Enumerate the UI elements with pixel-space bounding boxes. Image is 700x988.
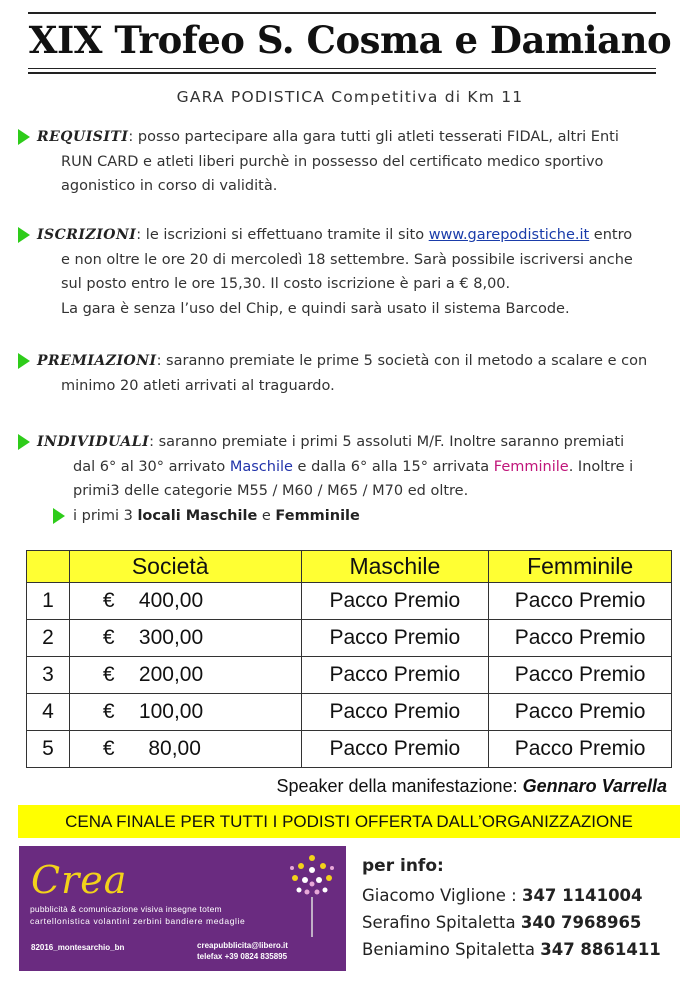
section-requisiti — [18, 125, 688, 199]
contact-phone: 347 1141004 — [521, 886, 643, 905]
locali-maschile-label: locali Maschile — [137, 507, 258, 524]
currency-symbol: € — [102, 737, 115, 760]
individuali-line-2-b: e dalla 6° alla 15° arrivata — [292, 458, 494, 475]
iscrizioni-line-4: La gara è senza l’uso del Chip, e quindi sarà usato il sistema Barcode. — [61, 300, 570, 317]
keyword-requisiti: REQUISITI — [37, 129, 129, 145]
femminile-cell: Pacco Premio — [489, 583, 672, 620]
table-row — [27, 583, 672, 620]
femminile-cell: Pacco Premio — [489, 731, 672, 768]
title-rule-lower — [28, 72, 656, 74]
crea-phone: telefax +39 0824 835895 — [197, 952, 288, 961]
currency-symbol: € — [102, 589, 115, 612]
website-link[interactable]: www.garepodistiche.it — [428, 227, 590, 243]
societa-prize-cell — [69, 620, 301, 657]
section-iscrizioni — [18, 223, 688, 321]
page-title: XIX Trofeo S. Cosma e Damiano — [28, 18, 672, 62]
crea-logo: Crea — [31, 858, 128, 902]
currency-symbol: € — [102, 626, 115, 649]
requisiti-line-1: : posso partecipare alla gara tutti gli atleti tesserati FIDAL, altri Enti — [128, 129, 619, 145]
tree-icon — [287, 852, 337, 937]
societa-prize-cell — [69, 694, 301, 731]
arrow-bullet-icon — [18, 129, 30, 145]
section-premiazioni — [18, 349, 688, 398]
prize-amount: 100,00 — [138, 700, 204, 723]
individuali-line-2-a: dal 6° al 30° arrivato — [73, 458, 230, 475]
iscrizioni-line-1-post: entro — [589, 227, 633, 243]
keyword-iscrizioni: ISCRIZIONI — [37, 227, 137, 243]
crea-ad-banner — [19, 846, 346, 971]
contact-row — [362, 909, 661, 936]
femminile-cell: Pacco Premio — [489, 657, 672, 694]
rank-cell: 3 — [27, 657, 70, 694]
individuali-line-4-a: i primi 3 — [73, 507, 138, 524]
crea-address: 82016_montesarchio_bn — [31, 943, 125, 952]
maschile-cell: Pacco Premio — [301, 620, 489, 657]
femminile-cell: Pacco Premio — [489, 694, 672, 731]
table-row — [27, 694, 672, 731]
crea-tagline-2: cartellonistica volantini zerbini bandiere medaglie — [30, 916, 246, 926]
contact-info — [362, 856, 661, 963]
maschile-cell: Pacco Premio — [301, 694, 489, 731]
requisiti-line-3: agonistico in corso di validità. — [61, 178, 278, 194]
iscrizioni-line-1-pre: : le iscrizioni si effettuano tramite il sito — [136, 227, 429, 243]
maschile-cell: Pacco Premio — [301, 657, 489, 694]
prize-amount: 200,00 — [138, 663, 204, 686]
femminile-cell: Pacco Premio — [489, 620, 672, 657]
subtitle: GARA PODISTICA Competitiva di Km 11 — [176, 88, 524, 106]
contact-name: Giacomo Viglione : — [362, 886, 522, 905]
crea-email: creapubblicita@libero.it — [197, 941, 288, 950]
maschile-cell: Pacco Premio — [301, 583, 489, 620]
arrow-bullet-icon — [18, 353, 30, 369]
rank-cell: 2 — [27, 620, 70, 657]
individuali-line-1: : saranno premiate i primi 5 assoluti M/F. Inoltre saranno premiati — [149, 434, 625, 450]
requisiti-line-2: RUN CARD e atleti liberi purchè in possesso del certificato medico sportivo — [61, 153, 604, 170]
keyword-individuali: INDIVIDUALI — [37, 434, 150, 450]
individuali-line-2-c: . Inoltre i — [568, 458, 634, 475]
crea-tagline-1: pubblicità & comunicazione visiva insegne totem — [30, 904, 222, 914]
societa-prize-cell — [69, 731, 301, 768]
table-row — [27, 620, 672, 657]
dinner-banner: CENA FINALE PER TUTTI I PODISTI OFFERTA DALL’ORGANIZZAZIONE — [18, 805, 680, 838]
contact-row — [362, 936, 661, 963]
rank-cell: 4 — [27, 694, 70, 731]
prize-table — [26, 550, 672, 768]
societa-prize-cell — [69, 657, 301, 694]
arrow-bullet-icon — [53, 508, 65, 524]
iscrizioni-line-3: sul posto entro le ore 15,30. Il costo iscrizione è pari a € 8,00. — [61, 276, 511, 292]
prize-amount: 400,00 — [138, 589, 204, 612]
header-femminile: Femminile — [489, 551, 672, 583]
table-row — [27, 731, 672, 768]
speaker-name: Gennaro Varrella — [522, 776, 667, 796]
femminile-bold-label: Femminile — [275, 507, 360, 524]
info-heading: per info: — [362, 856, 444, 876]
contact-phone: 347 8861411 — [540, 940, 661, 959]
header-rank — [27, 551, 70, 583]
individuali-line-3: primi3 delle categorie M55 / M60 / M65 / M70 ed oltre. — [73, 483, 469, 499]
premiazioni-line-2: minimo 20 atleti arrivati al traguardo. — [61, 377, 335, 394]
contact-name: Beniamino Spitaletta — [362, 940, 541, 959]
header-societa: Società — [69, 551, 301, 583]
prize-amount: 300,00 — [138, 626, 204, 649]
contact-phone: 340 7968965 — [520, 913, 642, 932]
premiazioni-line-1: : saranno premiate le prime 5 società con il metodo a scalare e con — [156, 353, 648, 369]
table-header-row — [27, 551, 672, 583]
currency-symbol: € — [102, 700, 115, 723]
keyword-premiazioni: PREMIAZIONI — [37, 353, 157, 369]
title-rule-upper — [28, 68, 656, 69]
top-rule — [28, 12, 656, 14]
prize-amount: 80,00 — [148, 737, 201, 760]
arrow-bullet-icon — [18, 227, 30, 243]
speaker-line — [276, 776, 667, 797]
maschile-label: Maschile — [229, 458, 293, 475]
contact-name: Serafino Spitaletta — [362, 913, 521, 932]
femminile-label: Femminile — [493, 458, 569, 475]
section-individuali — [18, 430, 688, 528]
speaker-label: Speaker della manifestazione: — [276, 776, 523, 796]
iscrizioni-line-2: e non oltre le ore 20 di mercoledì 18 settembre. Sarà possibile iscriversi anche — [61, 251, 633, 268]
societa-prize-cell — [69, 583, 301, 620]
individuali-line-4-c: e — [257, 507, 276, 524]
rank-cell: 1 — [27, 583, 70, 620]
maschile-cell: Pacco Premio — [301, 731, 489, 768]
table-row — [27, 657, 672, 694]
contact-row — [362, 882, 661, 909]
header-maschile: Maschile — [301, 551, 489, 583]
rank-cell: 5 — [27, 731, 70, 768]
currency-symbol: € — [102, 663, 115, 686]
arrow-bullet-icon — [18, 434, 30, 450]
